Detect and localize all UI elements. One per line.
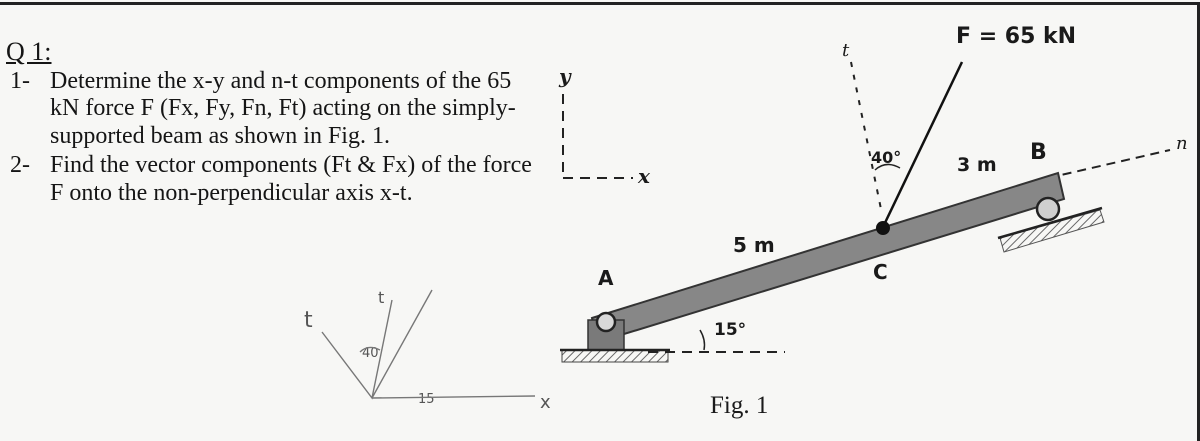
point-c-label: C (873, 260, 888, 284)
xy-axes (563, 94, 633, 178)
force-vector (883, 62, 962, 227)
angle-40-label: 40° (871, 148, 902, 167)
dist-bc-label: 3 m (957, 154, 997, 176)
t-axis (851, 62, 882, 214)
handwritten-t-mid: t (378, 288, 385, 307)
handwritten-angle-40: 40 (362, 346, 379, 361)
figure-caption: Fig. 1 (710, 392, 769, 419)
angle-15-label: 15° (714, 320, 747, 340)
handwritten-x: x (540, 392, 551, 413)
item-number: 1- (10, 67, 30, 94)
t-axis-label: t (842, 40, 850, 61)
x-axis-label: x (638, 164, 650, 188)
point-a-label: A (598, 266, 614, 290)
dist-ac-label: 5 m (733, 233, 775, 257)
angle-arc-15 (700, 330, 705, 350)
point-c-marker (876, 221, 890, 235)
y-axis-label: y (559, 64, 571, 88)
n-axis-label: n (1176, 133, 1188, 154)
beam (592, 173, 1064, 342)
n-axis (1048, 150, 1170, 178)
handwritten-angle-15: 15 (418, 392, 435, 407)
item-text: Determine the x-y and n-t components of the 65 kN force F (Fx, Fy, Fn, Ft) acting on the simply-supported beam as shown in Fig. 1. (50, 67, 516, 149)
handwritten-sketch (322, 290, 535, 398)
item-text: Find the vector components (Ft & Fx) of the force F onto the non-perpendicular axis x-t. (50, 152, 532, 206)
question-title: Q 1: (6, 37, 52, 66)
point-b-label: B (1030, 140, 1047, 165)
item-number: 2- (10, 152, 30, 178)
force-label: F = 65 kN (956, 24, 1077, 49)
handwritten-t-left: t (304, 308, 313, 333)
